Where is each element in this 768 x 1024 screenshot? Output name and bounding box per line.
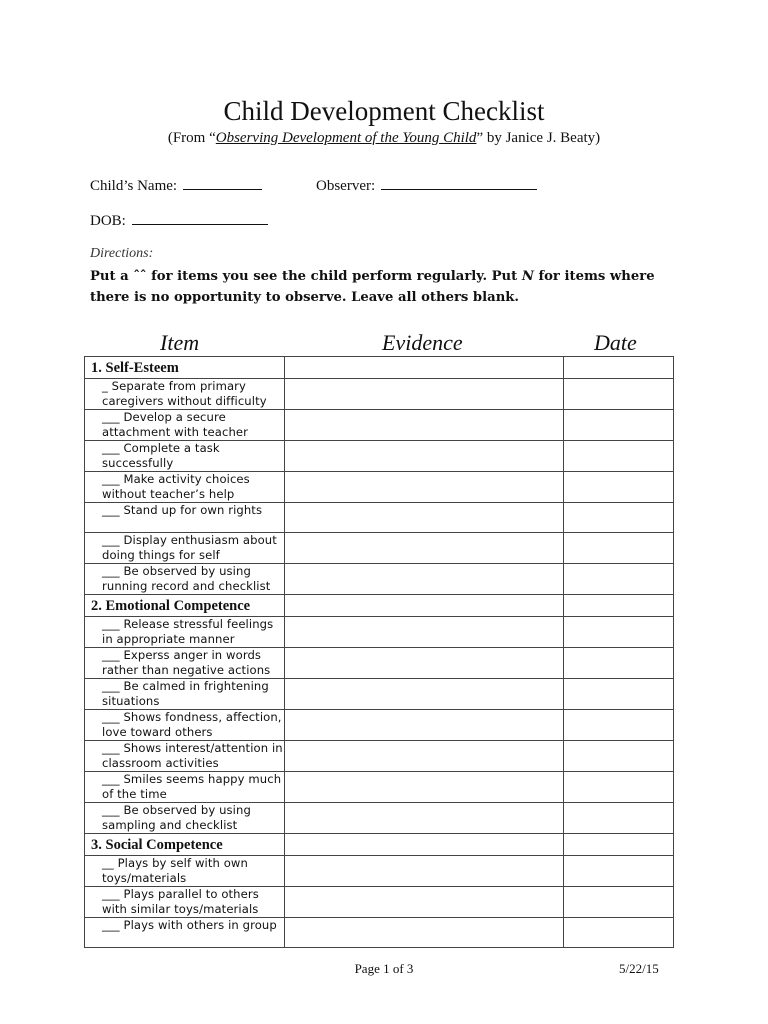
table-row (85, 441, 674, 472)
childs-name-line[interactable] (183, 175, 262, 190)
item-text: __ Plays by self with own toys/materials (102, 856, 248, 885)
dob-label: DOB: (90, 213, 126, 229)
item-cell (85, 564, 285, 595)
item-text: ___ Develop a secure attachment with teacher (102, 410, 249, 439)
item-text: ___ Shows fondness, affection, love toward others (102, 710, 282, 739)
evidence-cell[interactable] (285, 772, 564, 803)
item-text: ___ Display enthusiasm about doing things for self (102, 533, 277, 562)
subtitle-prefix: (From “ (167, 130, 216, 146)
item-cell (85, 803, 285, 834)
item-text: ___ Plays with others in group (102, 918, 277, 932)
date-cell[interactable] (564, 533, 674, 564)
subtitle-suffix: ” by Janice J. Beaty) (476, 130, 601, 146)
date-cell[interactable] (564, 564, 674, 595)
header-date: Date (594, 330, 637, 355)
date-cell[interactable] (564, 803, 674, 834)
date-cell[interactable] (564, 617, 674, 648)
evidence-cell[interactable] (285, 856, 564, 887)
page-subtitle (0, 130, 768, 147)
date-cell[interactable] (564, 679, 674, 710)
item-cell (85, 772, 285, 803)
table-row (85, 741, 674, 772)
date-cell[interactable] (564, 772, 674, 803)
item-cell (85, 856, 285, 887)
section-label-cell (85, 595, 285, 617)
evidence-cell[interactable] (285, 679, 564, 710)
section-label-cell (85, 834, 285, 856)
footer-page-number: Page 1 of 3 (354, 961, 414, 976)
item-cell (85, 410, 285, 441)
item-cell (85, 617, 285, 648)
footer-date: 5/22/15 (619, 961, 659, 976)
evidence-cell[interactable] (285, 617, 564, 648)
item-text: ___ Stand up for own rights (102, 503, 263, 517)
item-text: ___ Make activity choices without teacher’s help (102, 472, 250, 501)
date-cell[interactable] (564, 379, 674, 410)
table-row (85, 772, 674, 803)
date-cell[interactable] (564, 710, 674, 741)
table-row (85, 710, 674, 741)
directions-part2: for items where there is no opportunity to observe. Leave all others blank. (90, 269, 655, 305)
item-text: ___ Plays parallel to others with similar toys/materials (102, 887, 259, 916)
evidence-cell[interactable] (285, 357, 564, 379)
table-row (85, 564, 674, 595)
dob-field (90, 210, 268, 230)
table-row (85, 918, 674, 948)
item-text: _ Separate from primary caregivers without difficulty (102, 379, 267, 408)
table-row (85, 379, 674, 410)
section-label: 2. Emotional Competence (91, 598, 251, 614)
item-text: ___ Complete a task successfully (102, 441, 220, 470)
date-cell[interactable] (564, 441, 674, 472)
evidence-cell[interactable] (285, 834, 564, 856)
evidence-cell[interactable] (285, 741, 564, 772)
table-row (85, 856, 674, 887)
directions-label: Directions: (90, 246, 154, 261)
section-row (85, 595, 674, 617)
date-cell[interactable] (564, 741, 674, 772)
evidence-cell[interactable] (285, 564, 564, 595)
date-cell[interactable] (564, 503, 674, 533)
evidence-cell[interactable] (285, 441, 564, 472)
table-row (85, 410, 674, 441)
date-cell[interactable] (564, 595, 674, 617)
table-row (85, 617, 674, 648)
page-title: Child Development Checklist (223, 96, 545, 126)
evidence-cell[interactable] (285, 533, 564, 564)
item-text: ___ Be observed by using sampling and checklist (102, 803, 251, 832)
item-cell (85, 741, 285, 772)
date-cell[interactable] (564, 856, 674, 887)
table-row (85, 472, 674, 503)
evidence-cell[interactable] (285, 379, 564, 410)
table-row (85, 803, 674, 834)
section-row (85, 357, 674, 379)
evidence-cell[interactable] (285, 503, 564, 533)
date-cell[interactable] (564, 357, 674, 379)
directions-part1: Put a ˆˆ for items you see the child perform regularly. Put (90, 269, 522, 284)
subtitle-source: Observing Development of the Young Child (215, 130, 477, 146)
dob-line[interactable] (132, 210, 268, 225)
evidence-cell[interactable] (285, 803, 564, 834)
item-text: ___ Be observed by using running record and checklist (102, 564, 271, 593)
childs-name-label: Child’s Name: (90, 178, 178, 194)
date-cell[interactable] (564, 648, 674, 679)
evidence-cell[interactable] (285, 595, 564, 617)
childs-name-field (90, 175, 262, 195)
item-cell (85, 918, 285, 948)
section-label-cell (85, 357, 285, 379)
observer-line[interactable] (381, 175, 537, 190)
evidence-cell[interactable] (285, 472, 564, 503)
evidence-cell[interactable] (285, 410, 564, 441)
evidence-cell[interactable] (285, 648, 564, 679)
date-cell[interactable] (564, 410, 674, 441)
evidence-cell[interactable] (285, 710, 564, 741)
header-evidence: Evidence (382, 330, 463, 355)
item-cell (85, 533, 285, 564)
item-text: ___ Release stressful feelings in appropriate manner (102, 617, 274, 646)
date-cell[interactable] (564, 472, 674, 503)
item-cell (85, 679, 285, 710)
item-cell (85, 472, 285, 503)
table-row (85, 503, 674, 533)
table-row (85, 887, 674, 918)
header-item: Item (160, 330, 200, 355)
section-label: 1. Self-Esteem (91, 360, 179, 376)
date-cell[interactable] (564, 918, 674, 948)
date-cell[interactable] (564, 834, 674, 856)
evidence-cell[interactable] (285, 918, 564, 948)
item-text: ___ Smiles seems happy much of the time (102, 772, 282, 801)
item-text: ___ Shows interest/attention in classroom activities (102, 741, 283, 770)
item-cell (85, 648, 285, 679)
directions-n: N (521, 269, 534, 284)
date-cell[interactable] (564, 887, 674, 918)
directions-text (90, 266, 680, 308)
item-cell (85, 710, 285, 741)
item-cell (85, 503, 285, 533)
section-row (85, 834, 674, 856)
section-label: 3. Social Competence (91, 837, 223, 853)
table-row (85, 648, 674, 679)
item-cell (85, 379, 285, 410)
item-cell (85, 441, 285, 472)
observer-label: Observer: (316, 178, 376, 194)
table-row (85, 679, 674, 710)
table-row (85, 533, 674, 564)
checklist-table (84, 356, 674, 948)
item-cell (85, 887, 285, 918)
item-text: ___ Experss anger in words rather than negative actions (102, 648, 271, 677)
item-text: ___ Be calmed in frightening situations (102, 679, 269, 708)
evidence-cell[interactable] (285, 887, 564, 918)
observer-field (316, 175, 537, 195)
